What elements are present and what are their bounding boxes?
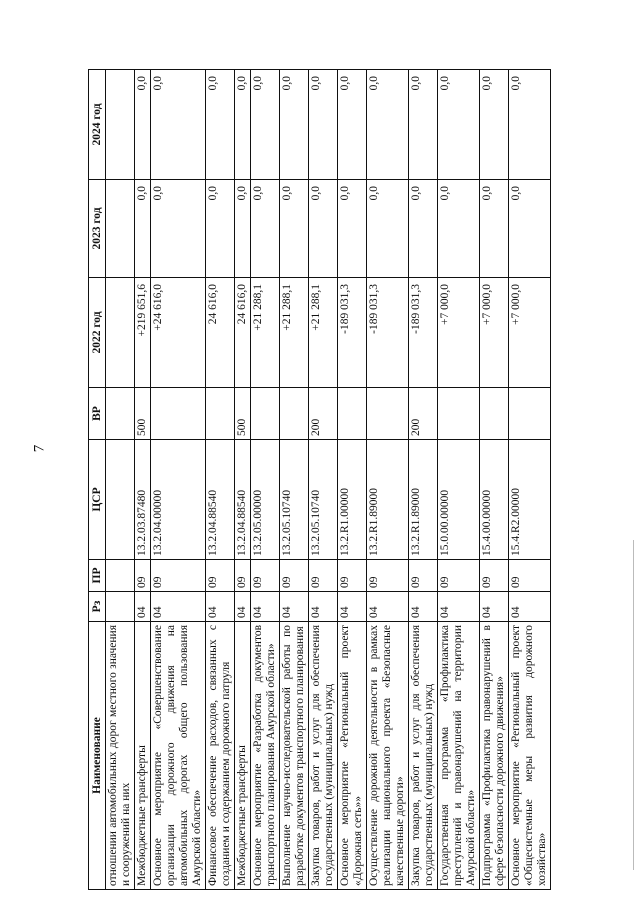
header-vr: ВР xyxy=(89,388,106,440)
row-vr: 500 xyxy=(135,388,151,440)
row-2023: 0,0 xyxy=(367,180,409,278)
table-row xyxy=(280,70,309,890)
row-rz: 04 xyxy=(309,592,338,622)
row-name: Межбюджетные трансферты xyxy=(135,622,151,890)
table-row xyxy=(135,70,151,890)
row-pr: 09 xyxy=(251,560,280,592)
row-name: Закупка товаров, работ и услуг для обеспечения государственных (муниципальных) нужд xyxy=(309,622,338,890)
row-2022: -189 031,3 xyxy=(409,278,438,388)
row-2024: 0,0 xyxy=(438,70,480,180)
row-rz: 04 xyxy=(338,592,367,622)
row-vr xyxy=(251,388,280,440)
table-row xyxy=(151,70,206,890)
table-row xyxy=(206,70,235,890)
row-2024 xyxy=(106,70,135,180)
page-number: 7 xyxy=(31,444,48,453)
row-pr: 09 xyxy=(280,560,309,592)
row-name: Основное мероприятие «Разработка документов транспортного планирования Амурской области» xyxy=(251,622,280,890)
row-csr: 13.2.R1.89000 xyxy=(409,440,438,560)
table-row xyxy=(367,70,409,890)
row-2022: 24 616,0 xyxy=(206,278,235,388)
row-2024: 0,0 xyxy=(251,70,280,180)
row-2023: 0,0 xyxy=(509,180,551,278)
row-2023: 0,0 xyxy=(235,180,251,278)
table-header-row xyxy=(89,70,106,890)
row-pr xyxy=(106,560,135,592)
row-2023: 0,0 xyxy=(280,180,309,278)
row-rz: 04 xyxy=(480,592,509,622)
row-pr: 09 xyxy=(151,560,206,592)
row-vr xyxy=(338,388,367,440)
row-name: Государственная программа «Профилактика преступлений и правонарушений на территории Амурской области» xyxy=(438,622,480,890)
row-pr: 09 xyxy=(409,560,438,592)
row-pr: 09 xyxy=(235,560,251,592)
row-2022: +21 288,1 xyxy=(309,278,338,388)
row-vr xyxy=(106,388,135,440)
row-csr: 13.2.04.88540 xyxy=(206,440,235,560)
header-csr: ЦСР xyxy=(89,440,106,560)
row-2024: 0,0 xyxy=(206,70,235,180)
row-2022: -189 031,3 xyxy=(367,278,409,388)
row-2022: +24 616,0 xyxy=(151,278,206,388)
header-2024: 2024 год xyxy=(89,70,106,180)
row-name: отношении автомобильных дорог местного значения и сооружений на них xyxy=(106,622,135,890)
row-pr: 09 xyxy=(135,560,151,592)
row-csr: 13.2.R1.89000 xyxy=(367,440,409,560)
row-vr xyxy=(280,388,309,440)
row-2024: 0,0 xyxy=(338,70,367,180)
row-2022: +219 651,6 xyxy=(135,278,151,388)
row-csr: 13.2.04.00000 xyxy=(151,440,206,560)
budget-table xyxy=(88,69,551,890)
row-pr: 09 xyxy=(480,560,509,592)
row-rz: 04 xyxy=(367,592,409,622)
row-vr: 200 xyxy=(409,388,438,440)
row-2024: 0,0 xyxy=(509,70,551,180)
header-pr: ПР xyxy=(89,560,106,592)
row-2023 xyxy=(106,180,135,278)
table-row xyxy=(409,70,438,890)
row-name: Межбюджетные трансферты xyxy=(235,622,251,890)
header-2022: 2022 год xyxy=(89,278,106,388)
row-name: Выполнение научно-исследовательской работы по разработке документов транспортного планирования xyxy=(280,622,309,890)
row-2023: 0,0 xyxy=(409,180,438,278)
row-rz: 04 xyxy=(409,592,438,622)
row-name: Закупка товаров, работ и услуг для обеспечения государственных (муниципальных) нужд xyxy=(409,622,438,890)
row-rz: 04 xyxy=(135,592,151,622)
table-row xyxy=(480,70,509,890)
row-2024: 0,0 xyxy=(480,70,509,180)
row-csr: 15.0.00.00000 xyxy=(438,440,480,560)
row-csr: 15.4.00.00000 xyxy=(480,440,509,560)
row-rz: 04 xyxy=(251,592,280,622)
row-vr xyxy=(151,388,206,440)
row-vr xyxy=(206,388,235,440)
table-row xyxy=(251,70,280,890)
row-name: Осуществление дорожной деятельности в рамках реализации национального проекта «Безопасные качественные дороги» xyxy=(367,622,409,890)
row-2024: 0,0 xyxy=(367,70,409,180)
row-vr: 200 xyxy=(309,388,338,440)
row-rz: 04 xyxy=(151,592,206,622)
row-name: Основное мероприятие «Совершенствование организации дорожного движения на автомобильных дорогах общего пользования Амурской области» xyxy=(151,622,206,890)
row-2022 xyxy=(106,278,135,388)
row-2023: 0,0 xyxy=(251,180,280,278)
row-rz: 04 xyxy=(438,592,480,622)
row-2023: 0,0 xyxy=(309,180,338,278)
row-csr: 13.2.05.10740 xyxy=(280,440,309,560)
row-csr: 13.2.R1.00000 xyxy=(338,440,367,560)
row-rz: 04 xyxy=(235,592,251,622)
row-vr xyxy=(480,388,509,440)
header-rz: Рз xyxy=(89,592,106,622)
row-2024: 0,0 xyxy=(309,70,338,180)
row-2024: 0,0 xyxy=(135,70,151,180)
row-pr: 09 xyxy=(309,560,338,592)
row-pr: 09 xyxy=(509,560,551,592)
row-pr: 09 xyxy=(338,560,367,592)
row-csr: 13.2.03.87480 xyxy=(135,440,151,560)
row-2022: 24 616,0 xyxy=(235,278,251,388)
row-name: Подпрограмма «Профилактика правонарушений в сфере безопасности дорожного движения» xyxy=(480,622,509,890)
row-2022: +7 000,0 xyxy=(509,278,551,388)
row-rz xyxy=(106,592,135,622)
row-2023: 0,0 xyxy=(151,180,206,278)
row-vr xyxy=(438,388,480,440)
row-2024: 0,0 xyxy=(280,70,309,180)
row-2023: 0,0 xyxy=(135,180,151,278)
row-2022: +21 288,1 xyxy=(280,278,309,388)
row-2023: 0,0 xyxy=(206,180,235,278)
row-2022: +7 000,0 xyxy=(438,278,480,388)
row-csr: 13.2.05.00000 xyxy=(251,440,280,560)
row-rz: 04 xyxy=(509,592,551,622)
row-csr: 15.4.R2.00000 xyxy=(509,440,551,560)
row-2024: 0,0 xyxy=(151,70,206,180)
page-edge-line xyxy=(633,540,634,870)
row-pr: 09 xyxy=(206,560,235,592)
row-csr xyxy=(106,440,135,560)
row-2023: 0,0 xyxy=(480,180,509,278)
table-row xyxy=(106,70,135,890)
row-vr xyxy=(509,388,551,440)
row-2023: 0,0 xyxy=(438,180,480,278)
table-row xyxy=(509,70,551,890)
row-name: Основное мероприятие «Региональный проект «Дорожная сеть»» xyxy=(338,622,367,890)
table-row xyxy=(438,70,480,890)
budget-table-container xyxy=(88,70,628,890)
row-name: Финансовое обеспечение расходов, связанных с созданием и содержанием дорожного патруля xyxy=(206,622,235,890)
row-2024: 0,0 xyxy=(409,70,438,180)
row-2022: +7 000,0 xyxy=(480,278,509,388)
row-2024: 0,0 xyxy=(235,70,251,180)
row-2022: +21 288,1 xyxy=(251,278,280,388)
row-pr: 09 xyxy=(438,560,480,592)
table-row xyxy=(309,70,338,890)
header-2023: 2023 год xyxy=(89,180,106,278)
row-vr xyxy=(367,388,409,440)
row-2022: -189 031,3 xyxy=(338,278,367,388)
row-rz: 04 xyxy=(206,592,235,622)
row-name: Основное мероприятие «Региональный проект «Общесистемные меры развития дорожного хозяйства» xyxy=(509,622,551,890)
header-name: Наименование xyxy=(89,622,106,890)
table-row xyxy=(338,70,367,890)
table-row xyxy=(235,70,251,890)
row-2023: 0,0 xyxy=(338,180,367,278)
row-csr: 13.2.05.10740 xyxy=(309,440,338,560)
row-csr: 13.2.04.88540 xyxy=(235,440,251,560)
row-pr: 09 xyxy=(367,560,409,592)
row-vr: 500 xyxy=(235,388,251,440)
row-rz: 04 xyxy=(280,592,309,622)
